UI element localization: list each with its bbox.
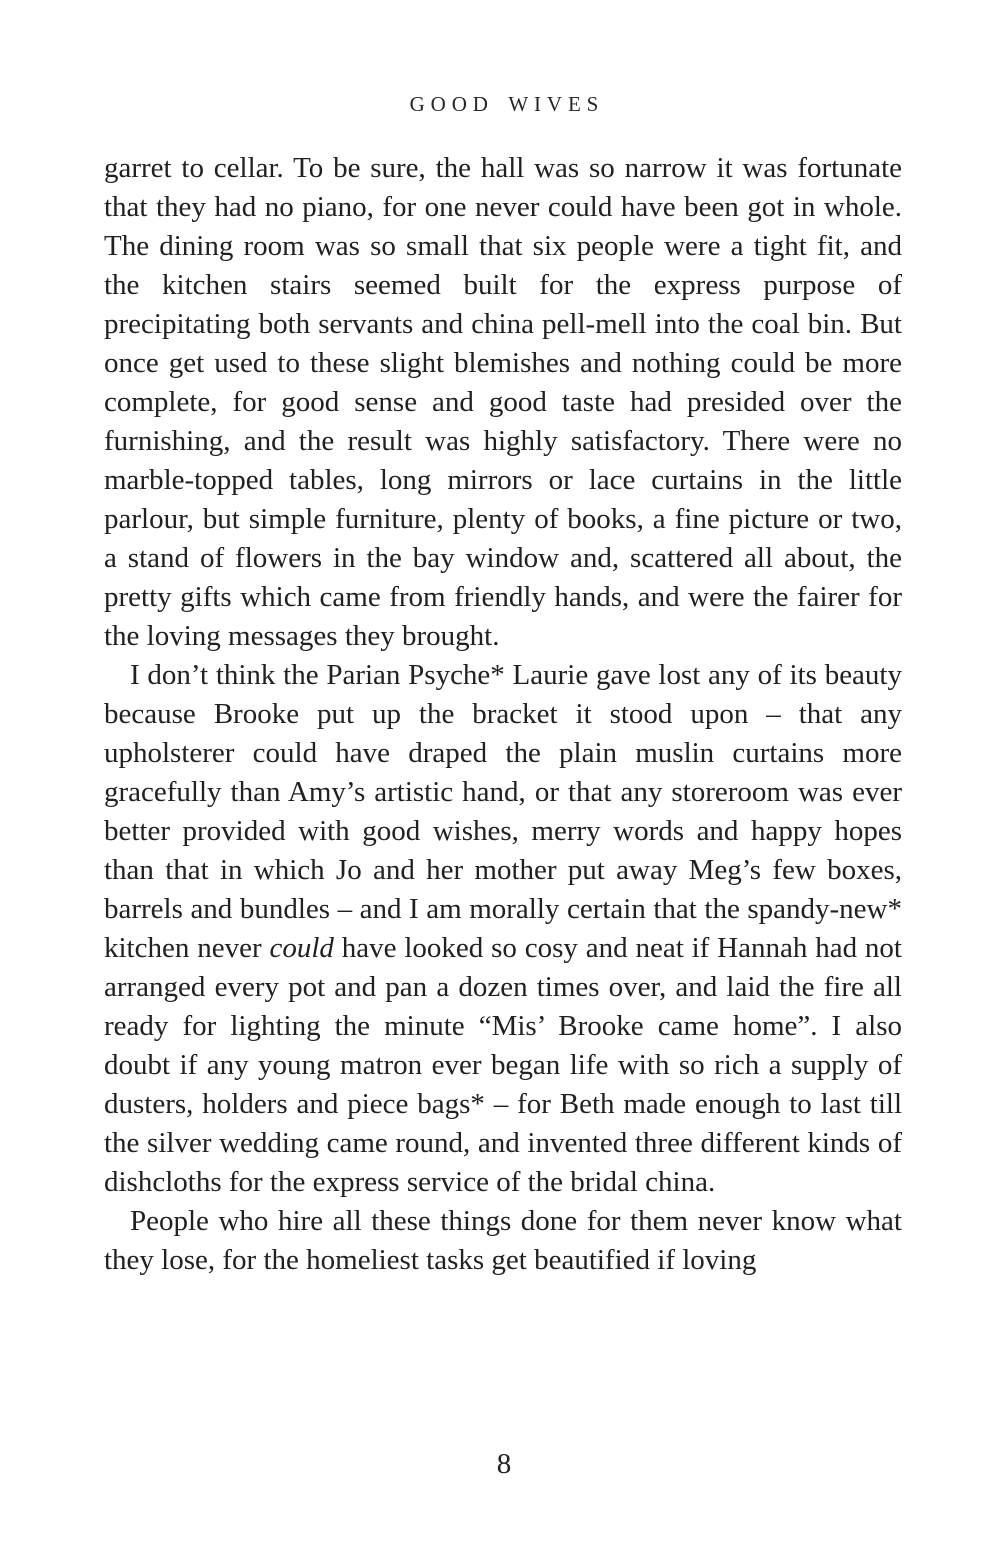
page-body (104, 149, 902, 1280)
page-number: 8 (496, 1448, 512, 1480)
text-run: have looked so cosy and neat if Hannah had not arranged every pot and pan a dozen times over, and laid the fire all ready for lighting the minute “Mis’ Brooke came home”. I also doubt if any young matron ever began life with so rich a supply of dusters, holders and piece bags* – for Beth made enough to last till the silver wedding came round, and invented three different kinds of dishcloths for the express service of the bridal china. (104, 932, 902, 1198)
text-run: I don’t think the Parian Psyche* Laurie gave lost any of its beauty because Brooke put up the bracket it stood upon – that any upholsterer could have draped the plain muslin curtains more gracefully than Amy’s artistic hand, or that any storeroom was ever better provided with good wishes, merry words and happy hopes than that in which Jo and her mother put away Meg’s few boxes, barrels and bundles – and I am morally certain that the spandy-new* kitchen never (104, 659, 902, 964)
italic-text-run: could (269, 932, 334, 964)
paragraph (104, 149, 902, 656)
paragraph (104, 656, 902, 1202)
running-head: GOOD WIVES (409, 92, 605, 116)
text-run: garret to cellar. To be sure, the hall was so narrow it was fortunate that they had no piano, for one never could have been got in whole. The dining room was so small that six people were a tight fit, and the kitchen stairs seemed built for the express purpose of precipitating both servants and china pell-mell into the coal bin. But once get used to these slight blemishes and nothing could be more complete, for good sense and good taste had presided over the furnishing, and the result was highly satisfactory. There were no marble-topped tables, long mirrors or lace curtains in the little parlour, but simple furniture, plenty of books, a fine picture or two, a stand of flowers in the bay window and, scattered all about, the pretty gifts which came from friendly hands, and were the fairer for the loving messages they brought. (104, 152, 902, 652)
text-run: People who hire all these things done for them never know what they lose, for the homeliest tasks get beautified if loving (104, 1205, 902, 1276)
paragraph (104, 1202, 902, 1280)
